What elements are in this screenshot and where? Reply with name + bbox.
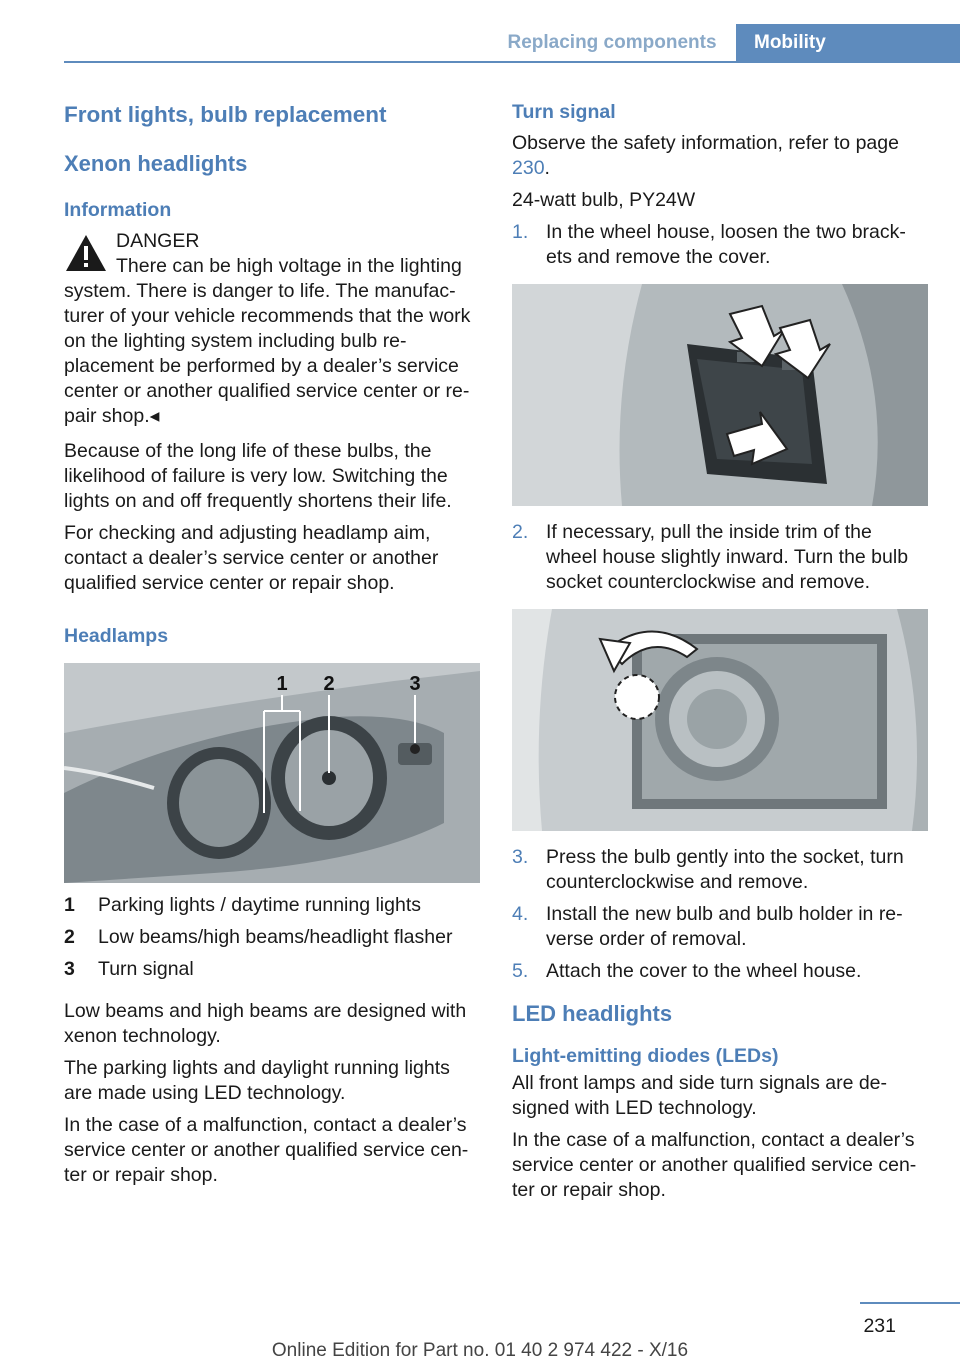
figure-label-2: 2: [323, 673, 335, 695]
step-item: [512, 902, 928, 952]
legend-num: 2: [64, 926, 75, 948]
warning-triangle-icon: [64, 233, 108, 273]
legend-text: Parking lights / daytime running lights: [98, 894, 421, 916]
header-chapter-tab: Mobility: [736, 24, 960, 62]
legend-row: [64, 893, 480, 925]
paragraph-led-malfunction: In the case of a malfunction, contact a dealer’s service center or another qualified service cen-ter or repair shop.: [512, 1129, 917, 1201]
paragraph-safety-ref: [512, 131, 928, 181]
page-number-rule: [860, 1302, 960, 1304]
page-link-230[interactable]: 230: [512, 157, 545, 179]
step-number: 3.: [512, 846, 529, 868]
paragraph-led-tech: The parking lights and daylight running lights are made using LED technology.: [64, 1057, 450, 1104]
subheading-leds: Light-emitting diodes (LEDs): [512, 1045, 779, 1067]
danger-warning: [64, 229, 480, 279]
warning-title: DANGER: [116, 230, 200, 252]
paragraph-headlamp-aim: For checking and adjusting headlamp aim, contact a dealer’s service center or another qualified service center or repair shop.: [64, 522, 439, 594]
figure-legend: [64, 893, 480, 989]
figure-label-3: 3: [409, 673, 421, 695]
legend-num: 3: [64, 958, 75, 980]
header-section: Replacing components: [507, 32, 717, 53]
step-number: 5.: [512, 960, 529, 982]
step-item: [512, 845, 928, 895]
steps-list-b: [512, 520, 928, 595]
section-title-led: LED headlights: [512, 1001, 673, 1026]
subheading-information: Information: [64, 199, 172, 221]
step-item: [512, 520, 928, 595]
legend-text: Low beams/high beams/headlight flasher: [98, 926, 453, 948]
warning-text: system. There is danger to life. The manufac-turer of your vehicle recommends that the work on the lighting system including bulb re-placement be performed by a dealer’s service center or another qualified service center or re-pair shop.◂: [64, 280, 471, 427]
bulb-socket-figure: [512, 609, 928, 831]
wheelhouse-cover-figure: [512, 284, 928, 506]
paragraph-led-lamps: All front lamps and side turn signals are de-signed with LED technology.: [512, 1072, 888, 1119]
step-number: 1.: [512, 221, 529, 243]
paragraph-xenon-tech: Low beams and high beams are designed with xenon technology.: [64, 1000, 467, 1047]
step-text: Install the new bulb and bulb holder in re-verse order of removal.: [546, 903, 903, 950]
step-text: If necessary, pull the inside trim of the wheel house slightly inward. Turn the bulb socket counterclockwise and remove.: [546, 521, 909, 593]
steps-list-c: [512, 845, 928, 984]
steps-list-a: [512, 220, 928, 270]
warning-first-line: There can be high voltage in the lighting: [116, 255, 462, 277]
page-title: Front lights, bulb replacement: [64, 102, 387, 127]
step-text: Press the bulb gently into the socket, turn counterclockwise and remove.: [546, 846, 904, 893]
paragraph-bulb-type: 24-watt bulb, PY24W: [512, 189, 696, 211]
legend-text: Turn signal: [98, 958, 194, 980]
header-rule: [64, 61, 960, 63]
step-number: 4.: [512, 903, 529, 925]
step-item: [512, 959, 928, 984]
legend-num: 1: [64, 894, 75, 916]
section-title-xenon: Xenon headlights: [64, 151, 248, 176]
left-column: [64, 100, 480, 1195]
figure-label-1: 1: [276, 673, 288, 695]
safety-text: Observe the safety information, refer to page: [512, 132, 899, 154]
step-text: In the wheel house, loosen the two brack-ets and remove the cover.: [546, 221, 906, 268]
subheading-headlamps: Headlamps: [64, 625, 169, 647]
page-number: 231: [863, 1315, 896, 1337]
paragraph-malfunction: In the case of a malfunction, contact a dealer’s service center or another qualified service cen-ter or repair shop.: [64, 1114, 469, 1186]
step-number: 2.: [512, 521, 529, 543]
paragraph-bulb-life: Because of the long life of these bulbs, the likelihood of failure is very low. Switching the lights on and off frequently shortens their life.: [64, 440, 452, 512]
step-item: [512, 220, 928, 270]
edition-footer: Online Edition for Part no. 01 40 2 974 422 - X/16: [271, 1340, 689, 1361]
legend-row: [64, 957, 480, 989]
step-text: Attach the cover to the wheel house.: [546, 960, 862, 982]
headlamp-figure: [64, 663, 480, 883]
legend-row: [64, 925, 480, 957]
subheading-turn-signal: Turn signal: [512, 101, 616, 123]
right-column: [512, 100, 928, 1210]
safety-suffix: .: [544, 157, 550, 179]
